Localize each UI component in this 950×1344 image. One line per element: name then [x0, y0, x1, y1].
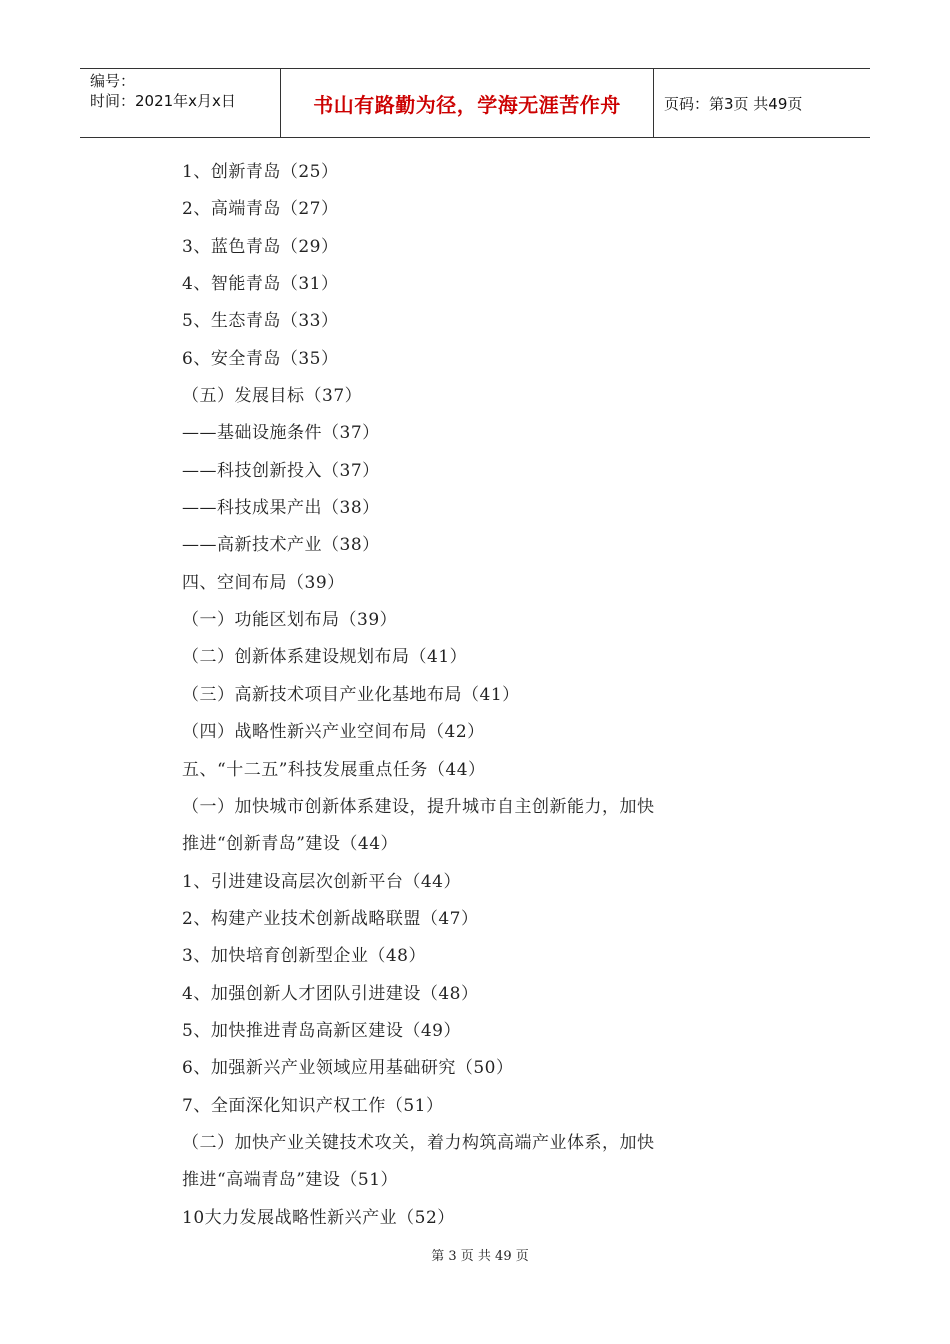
- table-of-contents: [182, 154, 722, 1237]
- toc-entry: 1、创新青岛（25）: [182, 162, 339, 182]
- toc-entry: （二）创新体系建设规划布局（41）: [182, 647, 468, 668]
- page-header: [80, 68, 870, 138]
- toc-entry: ——科技成果产出（38）: [182, 498, 380, 519]
- toc-entry: 3、蓝色青岛（29）: [182, 236, 339, 257]
- toc-entry: （三）高新技术项目产业化基地布局（41）: [182, 684, 520, 705]
- toc-entry: （四）战略性新兴产业空间布局（42）: [182, 722, 485, 743]
- toc-entry: 10大力发展战略性新兴产业（52）: [182, 1207, 455, 1228]
- toc-entry: ——基础设施条件（37）: [182, 423, 380, 444]
- toc-entry: 5、加快推进青岛高新区建设（49）: [182, 1020, 461, 1041]
- toc-entry: 4、智能青岛（31）: [182, 274, 339, 295]
- toc-entry: （一）加快城市创新体系建设，提升城市自主创新能力，加快: [182, 796, 655, 817]
- toc-entry: 4、加强创新人才团队引进建设（48）: [182, 983, 479, 1004]
- toc-entry: 2、构建产业技术创新战略联盟（47）: [182, 908, 479, 929]
- toc-entry: 2、高端青岛（27）: [182, 199, 339, 220]
- toc-entry: 五、“十二五”科技发展重点任务（44）: [182, 759, 486, 780]
- toc-entry: 6、加强新兴产业领域应用基础研究（50）: [182, 1058, 514, 1079]
- toc-entry: ——高新技术产业（38）: [182, 535, 380, 556]
- toc-entry: 四、空间布局（39）: [182, 572, 345, 593]
- document-time-label: 时间：2021年x月x日: [90, 92, 236, 110]
- toc-entry: 推进“创新青岛”建设（44）: [182, 834, 399, 855]
- header-page-number: 页码：第3页 共49页: [664, 94, 803, 113]
- header-meta: [80, 69, 281, 137]
- document-number-label: 编号：: [90, 72, 136, 90]
- toc-entry: 推进“高端青岛”建设（51）: [182, 1170, 399, 1191]
- page-footer: 第 3 页 共 49 页: [431, 1249, 529, 1264]
- toc-entry: 7、全面深化知识产权工作（51）: [182, 1095, 444, 1116]
- toc-entry: （五）发展目标（37）: [182, 386, 363, 407]
- toc-entry: ——科技创新投入（37）: [182, 460, 380, 481]
- toc-entry: 5、生态青岛（33）: [182, 311, 339, 332]
- toc-entry: 3、加快培育创新型企业（48）: [182, 946, 426, 967]
- toc-entry: （二）加快产业关键技术攻关，着力构筑高端产业体系，加快: [182, 1132, 655, 1153]
- header-motto: 书山有路勤为径，学海无涯苦作舟: [281, 69, 654, 137]
- toc-entry: （一）功能区划布局（39）: [182, 610, 398, 631]
- toc-entry: 6、安全青岛（35）: [182, 348, 339, 369]
- toc-entry: 1、引进建设高层次创新平台（44）: [182, 871, 461, 892]
